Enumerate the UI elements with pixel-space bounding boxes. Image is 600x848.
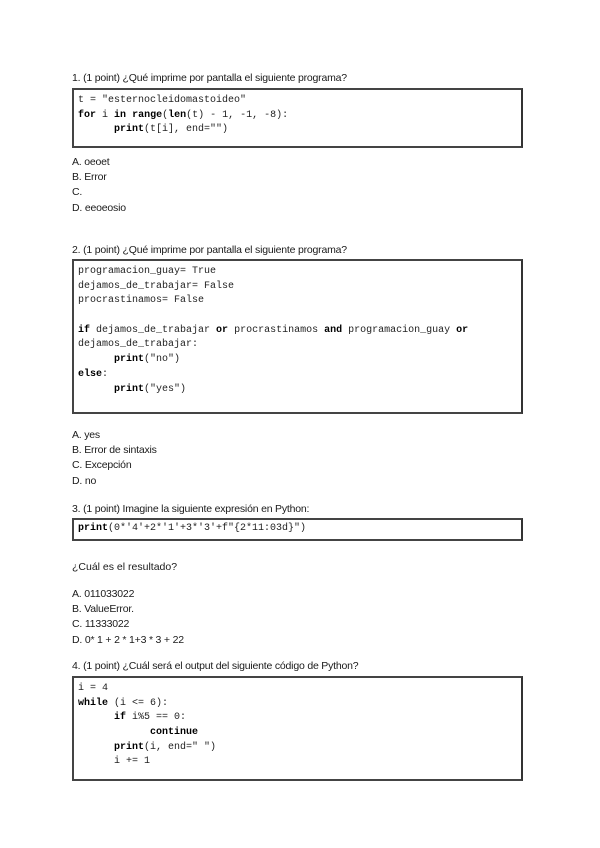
q1-code-box (72, 88, 523, 148)
code-text: i += 1 (78, 756, 151, 768)
code-text: ("yes") (144, 383, 187, 395)
code-keyword: continue (150, 727, 199, 739)
answer-option[interactable]: A. 011033022 (72, 588, 135, 600)
code-text: ("no") (144, 354, 181, 366)
code-text (78, 124, 114, 135)
code-line (78, 741, 521, 756)
answer-option[interactable]: A. yes (72, 429, 100, 441)
q3-followup: ¿Cuál es el resultado? (72, 561, 178, 573)
code-line (78, 697, 521, 712)
code-line (78, 294, 521, 309)
code-keyword: print (114, 741, 145, 753)
code-keyword: in (114, 109, 127, 121)
code-line (78, 280, 521, 295)
answer-option[interactable]: D. 0* 1 + 2 * 1+3 * 3 + 22 (72, 633, 184, 646)
answer-option[interactable]: A. oeoet (72, 156, 110, 168)
code-text: (i, end=" ") (144, 741, 217, 753)
code-line (78, 123, 521, 138)
code-keyword: if (78, 324, 91, 336)
code-line (78, 755, 521, 770)
code-line (78, 265, 521, 280)
code-keyword: or (216, 324, 229, 336)
code-keyword: print (114, 383, 145, 395)
code-keyword: while (78, 697, 109, 709)
code-line (78, 94, 521, 109)
code-line (78, 383, 521, 398)
code-line (78, 309, 521, 324)
code-line (78, 324, 521, 339)
code-text: : (102, 368, 109, 380)
code-line (78, 368, 521, 383)
code-text (78, 712, 114, 723)
code-text: (i <= 6): (108, 697, 169, 709)
answer-option[interactable]: B. Error (72, 171, 107, 184)
answer-option[interactable]: D. eeoeosio (72, 201, 126, 214)
answer-option[interactable]: C. (72, 186, 83, 199)
code-text: procrastinamos= False (78, 295, 205, 307)
code-keyword: range (132, 109, 163, 121)
answer-option[interactable]: C. Excepción (72, 459, 132, 472)
answer-option[interactable]: C. 11333022 (72, 618, 130, 631)
code-line (78, 338, 521, 353)
q2-options (72, 428, 157, 489)
q3-options (72, 587, 184, 648)
code-text (78, 384, 114, 395)
answer-option[interactable]: B. Error de sintaxis (72, 444, 157, 457)
q4-title: 4. (1 point) ¿Cuál será el output del siguiente código de Python? (72, 660, 359, 672)
q3-title: 3. (1 point) Imagine la siguiente expresión en Python: (72, 503, 310, 515)
answer-option[interactable]: B. ValueError. (72, 603, 134, 616)
code-text: (0*'4'+2*'1'+3*'3'+f"{2*11:03d}") (108, 523, 307, 534)
code-text: i%5 == 0: (126, 712, 187, 724)
code-line (78, 682, 521, 697)
code-text: ( (162, 109, 169, 121)
code-keyword: for (78, 109, 97, 121)
code-line (78, 522, 521, 537)
code-text (78, 727, 150, 738)
q2-title: 2. (1 point) ¿Qué imprime por pantalla el siguiente programa? (72, 244, 347, 256)
code-text: programacion_guay= True (78, 266, 217, 277)
answer-option[interactable]: D. no (72, 474, 97, 487)
code-line (78, 711, 521, 726)
code-keyword: print (114, 124, 145, 136)
code-text: i (96, 109, 115, 121)
q1-title: 1. (1 point) ¿Qué imprime por pantalla el siguiente programa? (72, 72, 347, 84)
code-keyword: len (168, 109, 187, 121)
q1-options (72, 155, 126, 216)
code-text: dejamos_de_trabajar= False (78, 280, 235, 292)
q3-code-box (72, 518, 523, 541)
code-line (78, 726, 521, 741)
code-line (78, 353, 521, 368)
code-text (78, 354, 114, 365)
code-keyword: if (114, 712, 127, 724)
q4-code-box (72, 676, 523, 781)
code-text: (t) - 1, -1, -8): (186, 109, 289, 121)
code-text: procrastinamos (228, 324, 325, 336)
code-text: programacion_guay (342, 324, 457, 336)
code-keyword: and (324, 324, 343, 336)
code-text: dejamos_de_trabajar (90, 324, 217, 336)
code-text: t = "esternocleidomastoideo" (78, 95, 247, 106)
code-text: (t[i], end="") (144, 124, 229, 136)
q2-code-box (72, 259, 523, 414)
code-keyword: or (456, 324, 469, 336)
code-text: i = 4 (78, 683, 109, 694)
code-line (78, 109, 521, 124)
code-text: dejamos_de_trabajar: (78, 339, 199, 351)
code-keyword: print (78, 523, 109, 534)
code-text (78, 742, 114, 753)
code-keyword: print (114, 354, 145, 366)
code-keyword: else (78, 368, 103, 380)
